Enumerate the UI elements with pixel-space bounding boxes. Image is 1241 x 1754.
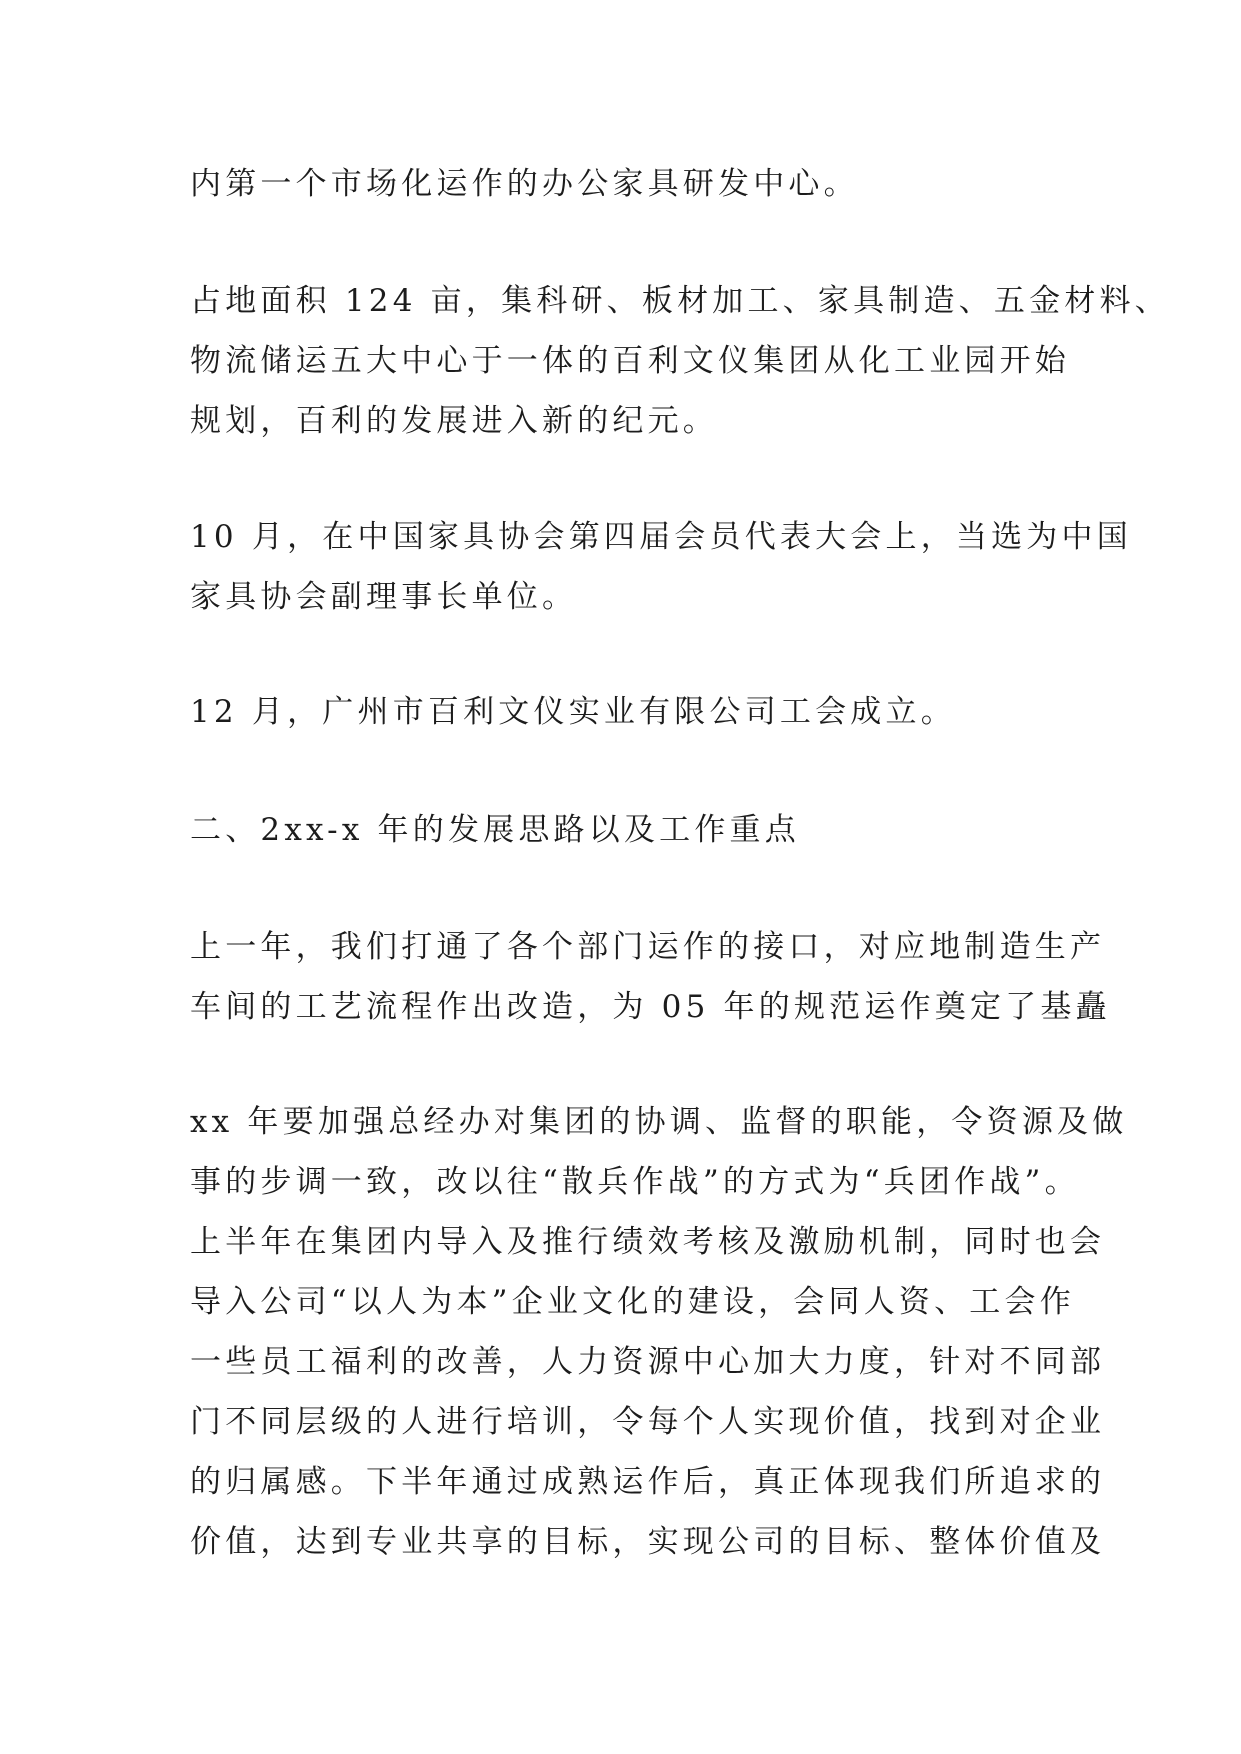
text-line: 10 月，在中国家具协会第四届会员代表大会上，当选为中国 xyxy=(190,519,1132,555)
paragraph xyxy=(190,507,1132,627)
paragraph xyxy=(190,271,1170,451)
text-line: 门不同层级的人进行培训，令每个人实现价值，找到对企业 xyxy=(190,1404,1106,1440)
text-line: 物流储运五大中心于一体的百利文仪集团从化工业园开始 xyxy=(190,343,1070,379)
paragraph xyxy=(190,154,1070,214)
text-line: 上半年在集团内导入及推行绩效考核及激励机制，同时也会 xyxy=(190,1224,1106,1260)
text-line: 占地面积 124 亩，集科研、板材加工、家具制造、五金材料、 xyxy=(190,283,1170,319)
text-line: 规划，百利的发展进入新的纪元。 xyxy=(190,403,718,439)
text-line: 内第一个市场化运作的办公家具研发中心。 xyxy=(190,166,859,202)
text-line: 一些员工福利的改善，人力资源中心加大力度，针对不同部 xyxy=(190,1344,1106,1380)
text-line: 车间的工艺流程作出改造，为 05 年的规范运作奠定了基矗 xyxy=(190,989,1111,1025)
text-line: 导入公司“以人为本”企业文化的建设，会同人资、工会作 xyxy=(190,1284,1075,1320)
text-line: 二、2xx-x 年的发展思路以及工作重点 xyxy=(190,812,800,848)
text-line: xx 年要加强总经办对集团的协调、监督的职能，令资源及做 xyxy=(190,1104,1128,1140)
paragraph xyxy=(190,682,1070,742)
text-line: 事的步调一致，改以往“散兵作战”的方式为“兵团作战”。 xyxy=(190,1164,1080,1200)
text-line: 上一年，我们打通了各个部门运作的接口，对应地制造生产 xyxy=(190,929,1106,965)
paragraph xyxy=(190,917,1111,1037)
text-line: 家具协会副理事长单位。 xyxy=(190,579,578,615)
text-line: 价值，达到专业共享的目标，实现公司的目标、整体价值及 xyxy=(190,1524,1106,1560)
section-heading xyxy=(190,800,1070,860)
text-line: 12 月，广州市百利文仪实业有限公司工会成立。 xyxy=(190,694,956,730)
paragraph xyxy=(190,1092,1128,1572)
text-line: 的归属感。下半年通过成熟运作后，真正体现我们所追求的 xyxy=(190,1464,1106,1500)
